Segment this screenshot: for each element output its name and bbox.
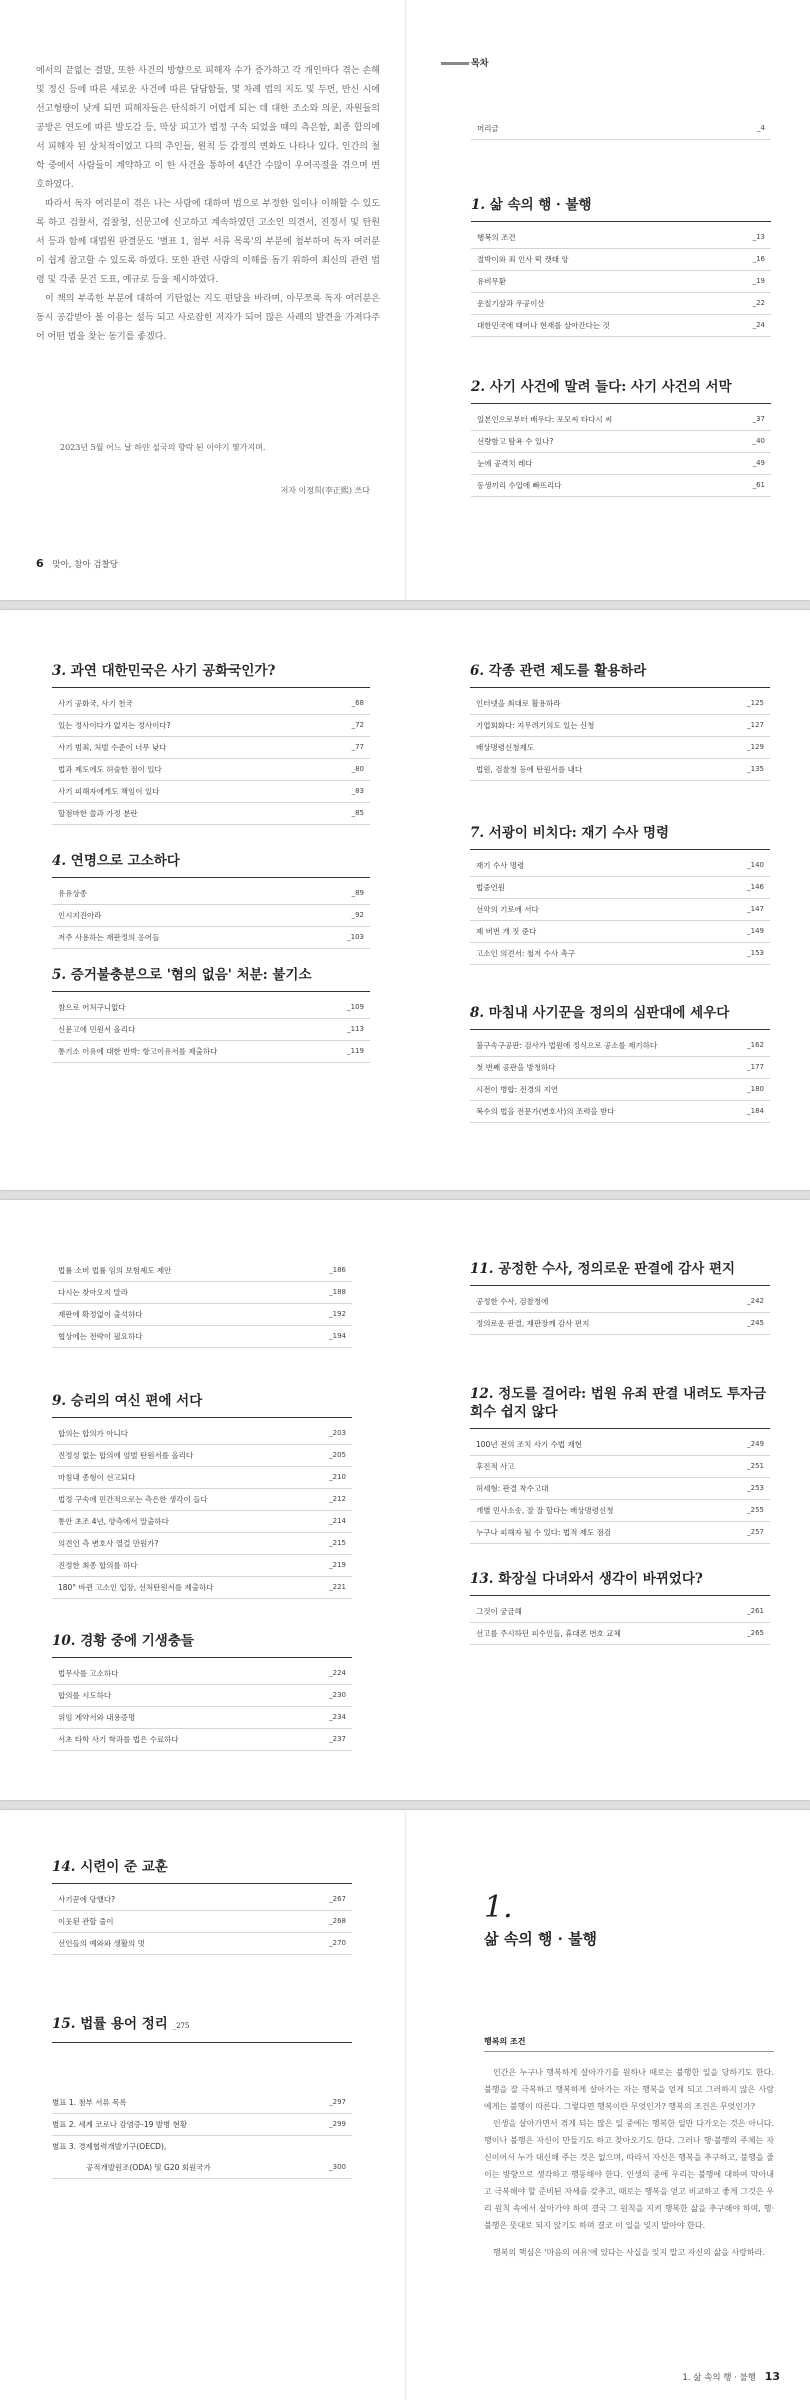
toc-entry[interactable] <box>52 1467 352 1489</box>
toc-entry-page: _135 <box>747 765 764 773</box>
toc-entry-page: _127 <box>747 721 764 729</box>
chapter-title-text: 화장실 다녀와서 생각이 바뀌었다? <box>498 1571 703 1587</box>
toc-entry-page: _140 <box>747 861 764 869</box>
toc-entry-page: _270 <box>329 1939 346 1947</box>
toc-entry-page: _212 <box>329 1495 346 1503</box>
toc-entry[interactable] <box>52 1019 370 1041</box>
toc-entry[interactable] <box>471 293 771 315</box>
chapter-title-text: 서광이 비치다: 재기 수사 명령 <box>488 825 670 841</box>
chapter-title-text: 연명으로 고소하다 <box>70 853 180 869</box>
toc-entry-page: _300 <box>329 2163 346 2171</box>
toc-entry-label: 사기꾼에 당했다? <box>58 1895 116 1904</box>
toc-entry-page: _85 <box>351 809 364 817</box>
toc-chapter-15[interactable] <box>52 2015 352 2048</box>
chapter-title <box>471 378 771 404</box>
toc-entry-label: 100년 전의 조치 사기 수법 재현 <box>476 1440 582 1449</box>
body-paragraph: 인생을 살아가면서 겪게 되는 많은 일 중에는 행복한 일만 다가오는 것은 아니다. 행이나 불행은 자신이 만들기도 하고 찾아오기도 한다. 그러나 행·불행의 주체는 자신이어서 누가 대신해 주는 것은 없으며, 따라서 자신은 행복을 추구하고, 불행을 줄이는 방향으로 생각하고 행동해야 한다. 인생의 중에 우리는 불행에 대하여 막아내고 극복해야 할 준비된 자세를 갖추고, 때로는 행복을 얻고 비교하고 좋게 그것은 우리 원칙 속에서 살아가야 하며 결국 그 원칙을 지켜 행복한 삶을 추구해야 하며, 행·불행은 뜻대로 되지 않기도 하며 결코 이 일을 잊지 말아야 한다. <box>484 2119 774 2230</box>
toc-entry-page: _194 <box>329 1332 346 1340</box>
preface-paragraph: 따라서 독자 여러분이 겪은 나는 사람에 대하여 법으로 부정한 일이나 이해할 수 있도록 하고 검찰서, 검찰청, 신문고에 신고하고 계속하였던 고소인 의견서, 진정서 및 탄원서 등과 함께 대법원 판결문도 '별표 1, 첨부 서류 목록'의 부분에 첨부하여 독자 여러분이 쉽게 참고할 수 있도록 하였다. 또한 관련 사람의 이해를 돕기 위하여 최신의 관련 법령 및 각종 문건 도표, 예규로 등을 제시하였다. <box>36 199 380 285</box>
toc-entry-label: 있는 정사이다가 없지는 정사이다? <box>58 721 171 730</box>
toc-entry-page: _268 <box>329 1917 346 1925</box>
toc-entry-label: 동생끼리 수입에 빠뜨리다 <box>477 481 562 490</box>
toc-entry[interactable] <box>52 1041 370 1063</box>
toc-entry[interactable] <box>470 1291 770 1313</box>
toc-entry-page: _242 <box>747 1297 764 1305</box>
toc-entry-label: 그것이 궁금해 <box>476 1607 522 1616</box>
toc-entry[interactable] <box>470 1478 770 1500</box>
toc-entry-label: 위임 계약서와 내용증명 <box>58 1713 136 1722</box>
toc-entry-page: _230 <box>329 1691 346 1699</box>
toc-entry-page: _253 <box>747 1484 764 1492</box>
toc-entry[interactable] <box>52 693 370 715</box>
toc-chapter-9 <box>52 1392 352 1599</box>
toc-entry-page: _265 <box>747 1629 764 1637</box>
chapter-title-text: 승리의 여신 편에 서다 <box>70 1393 203 1409</box>
toc-entry-label: 별표 3. 경제협력개발기구(OECD), <box>52 2142 167 2151</box>
toc-entry-page: _103 <box>347 933 364 941</box>
toc-entry[interactable] <box>52 927 370 949</box>
toc-entry[interactable] <box>52 737 370 759</box>
toc-entry[interactable] <box>52 1911 352 1933</box>
toc-entry[interactable] <box>471 453 771 475</box>
toc-entry-label: 대한민국에 태어나 현재를 살아간다는 것 <box>477 321 610 330</box>
toc-entry-label: 법과 제도에도 허술한 점이 있다 <box>58 765 162 774</box>
appendix-entry[interactable] <box>52 2092 352 2114</box>
toc-entry-page: _153 <box>747 949 764 957</box>
toc-entry-label: 다시는 찾아오지 말라 <box>58 1288 128 1297</box>
toc-entry[interactable] <box>52 1533 352 1555</box>
toc-entry[interactable] <box>470 1500 770 1522</box>
chapter-number: 5. <box>52 967 67 983</box>
toc-entry[interactable] <box>52 1663 352 1685</box>
toc-entry-page: _37 <box>752 415 765 423</box>
toc-entry-label: 참으로 어처구니없다 <box>58 1003 126 1012</box>
chapter-title <box>471 196 771 222</box>
toc-entry[interactable] <box>471 227 771 249</box>
toc-entry[interactable] <box>52 803 370 825</box>
body-paragraph: 행복의 핵심은 '마음의 여유'에 있다는 사실을 잊지 말고 자신의 삶을 사랑하라. <box>493 2248 765 2257</box>
toc-entry-page: _180 <box>747 1085 764 1093</box>
chapter-number: 14. <box>52 1859 76 1875</box>
toc-chapter-7 <box>470 824 770 965</box>
toc-entry-page: _4 <box>757 124 765 132</box>
toc-marker-bar <box>441 62 469 65</box>
toc-entry-page: _255 <box>747 1506 764 1514</box>
preface-body <box>36 62 380 347</box>
toc-chapter-11 <box>470 1260 770 1335</box>
toc-entry-page: _72 <box>351 721 364 729</box>
toc-chapter-5 <box>52 966 370 1063</box>
chapter-number: 7. <box>470 825 485 841</box>
toc-chapter-6 <box>470 662 770 781</box>
toc-entry-label: 저주 사용하는 재판정의 응어들 <box>58 933 160 942</box>
toc-entry-label: 후진적 사고 <box>476 1462 515 1471</box>
chapter-number: 6. <box>470 663 485 679</box>
toc-entry-label: 통안 초조 4년, 양측에서 말출하다 <box>58 1517 169 1526</box>
toc-entry[interactable] <box>52 1707 352 1729</box>
toc-label: 목차 <box>471 59 489 69</box>
toc-entry[interactable] <box>471 249 771 271</box>
toc-entry-page: _210 <box>329 1473 346 1481</box>
toc-entry-page: _257 <box>747 1528 764 1536</box>
chapter-title-text: 각종 관련 제도를 활용하라 <box>488 663 647 679</box>
toc-chapter-13 <box>470 1570 770 1645</box>
chapter-number: 8. <box>470 1005 485 1021</box>
toc-entry-page: _147 <box>747 905 764 913</box>
signature-author: 저자 이정희(李正熙) 쓰다 <box>280 486 370 495</box>
chapter-title <box>52 2015 352 2043</box>
section-heading-bar <box>484 2029 774 2052</box>
toc-entry-page: _219 <box>329 1561 346 1569</box>
toc-entry-page: _203 <box>329 1429 346 1437</box>
chapter-body <box>484 2064 774 2261</box>
appendix-entry[interactable] <box>52 2136 352 2157</box>
toc-entry-page: _129 <box>747 743 764 751</box>
chapter-number: 12. <box>470 1386 494 1402</box>
toc-entry-page: _205 <box>329 1451 346 1459</box>
toc-entry-page: _237 <box>329 1735 346 1743</box>
preface-page <box>0 0 406 600</box>
toc-entry-label: 법무사를 고소하다 <box>58 1669 119 1678</box>
toc-entry-label: 공정한 수사, 검찰청에 <box>476 1297 549 1306</box>
toc-entry-label: 불구속구공판: 검사가 법원에 정식으로 공소를 제기하다 <box>476 1041 658 1050</box>
chapter-title-text: 경황 중에 기생충들 <box>80 1633 194 1649</box>
toc-entry-page: _186 <box>329 1266 346 1274</box>
chapter-title <box>470 1570 770 1596</box>
preface-paragraph: 이 책의 부족한 부분에 대하여 기탄없는 지도 편달을 바라며, 아무쪼록 독자 여러분은 동시 공감받아 볼 이용는 설득 되고 사로잡힌 저자가 되어 많은 사례의 발견을 가져다주어 어떤 법을 찾는 동기를 좋겠다. <box>36 294 380 342</box>
toc-entry-label: 180° 바뀐 고소인 입장, 선처탄원서를 제출하다 <box>58 1583 214 1592</box>
toc-entry-label: 유유상종 <box>58 889 87 898</box>
toc-chapter-3 <box>52 662 370 825</box>
chapter-number: 11. <box>470 1261 494 1277</box>
toc-entry-label: 허세형: 판결 착수고대 <box>476 1484 549 1493</box>
toc-entry-label: 별표 2. 세계 코로나 감염증-19 발병 현황 <box>52 2120 188 2129</box>
toc-spread-3 <box>0 1200 810 1800</box>
toc-entry[interactable] <box>52 1282 352 1304</box>
toc-chapter-8 <box>470 1004 770 1123</box>
toc-entry[interactable] <box>470 693 770 715</box>
toc-entry-label: 운칠기삼과 우공이산 <box>477 299 545 308</box>
chapter-title <box>52 1858 352 1884</box>
toc-entry-label: 진정한 최종 합의를 하다 <box>58 1561 138 1570</box>
appendix-entry[interactable] <box>52 2157 352 2179</box>
toc-entry-label: 공적개발원조(ODA) 및 G20 회원국가 <box>86 2163 211 2172</box>
toc-entry-label: 합의를 시도하다 <box>58 1691 112 1700</box>
toc-entry-label: 법원, 검찰청 등에 탄원서를 내다 <box>476 765 583 774</box>
toc-entry-label: 첫 번째 공판을 방청하다 <box>476 1063 556 1072</box>
appendix-list <box>52 2092 352 2179</box>
toc-entry[interactable] <box>470 737 770 759</box>
toc-entry-page: _80 <box>351 765 364 773</box>
toc-entry-label: 별표 1. 첨부 서류 목록 <box>52 2098 127 2107</box>
toc-entry-page: _184 <box>747 1107 764 1115</box>
toc-entry-page: _221 <box>329 1583 346 1591</box>
chapter-title-text: 증거불충분으로 '혐의 없음' 처분: 불기소 <box>70 967 312 983</box>
toc-entry-page: _188 <box>329 1288 346 1296</box>
toc-entry[interactable] <box>470 855 770 877</box>
toc-entry[interactable] <box>52 1577 352 1599</box>
toc-entry[interactable] <box>471 409 771 431</box>
toc-chapter-4 <box>52 852 370 949</box>
toc-entry-label: 이웃된 관할 줄이 <box>58 1917 114 1926</box>
toc-entry-label: 선량함고 탐욕 수 있나? <box>477 437 554 446</box>
toc-entry[interactable] <box>52 1555 352 1577</box>
toc-entry[interactable] <box>471 271 771 293</box>
toc-entry-label: 시전이 병합: 전경의 지연 <box>476 1085 559 1094</box>
chapter-number: 9. <box>52 1393 67 1409</box>
toc-entry-label: 사기 범죄, 처벌 수준이 너무 낮다 <box>58 743 167 752</box>
toc-entry-page: _177 <box>747 1063 764 1071</box>
page-footer <box>36 557 118 570</box>
toc-entry[interactable] <box>52 715 370 737</box>
toc-entry-label: 재판에 확정없이 출석하다 <box>58 1310 143 1319</box>
chapter-title-text: 과연 대한민국은 사기 공화국인가? <box>70 663 276 679</box>
toc-chapter-1 <box>471 196 771 337</box>
toc-entry-page: _109 <box>347 1003 364 1011</box>
toc-entry-label: 신문고에 민원서 올리다 <box>58 1025 136 1034</box>
toc-entry-label: 머리글 <box>477 124 499 133</box>
toc-entry-label: 선악의 기로에 서다 <box>476 905 539 914</box>
chapter-title <box>470 1385 770 1429</box>
toc-entry[interactable] <box>52 759 370 781</box>
toc-entry-label: 진정성 없는 합의에 엄벌 탄원서를 올리다 <box>58 1451 194 1460</box>
toc-entry-page: _77 <box>351 743 364 751</box>
toc-entry[interactable] <box>470 1456 770 1478</box>
toc-entry[interactable] <box>52 905 370 927</box>
toc-entry[interactable] <box>470 943 770 965</box>
toc-entry[interactable] <box>52 1511 352 1533</box>
chapter-title <box>52 662 370 688</box>
toc-entry-page: _92 <box>351 911 364 919</box>
chapter-title <box>470 1004 770 1030</box>
toc-entry[interactable] <box>471 118 771 140</box>
toc-entry[interactable] <box>470 1101 770 1123</box>
chapter-title <box>52 1632 352 1658</box>
toc-chapter-12 <box>470 1385 770 1544</box>
chapter-number: 1. <box>471 197 486 213</box>
toc-spread-2 <box>0 610 810 1190</box>
toc-entry-label: 복수의 법을 전문가(변호사)의 조력을 받다 <box>476 1107 615 1116</box>
toc-entry-page: _125 <box>747 699 764 707</box>
toc-entry[interactable] <box>470 1057 770 1079</box>
toc-entry[interactable] <box>470 1623 770 1645</box>
toc-entry-label: 정의로운 판결, 재판장께 감사 편지 <box>476 1319 590 1328</box>
chapter-title-text: 사기 사건에 말려 들다: 사기 사건의 서막 <box>489 379 732 395</box>
toc-chapter-2 <box>471 378 771 497</box>
toc-entry-label: 유비무환 <box>477 277 506 286</box>
toc-entry-page: _249 <box>747 1440 764 1448</box>
chapter-title-text: 마침내 사기꾼을 정의의 심판대에 세우다 <box>488 1005 730 1021</box>
toc-entry-page: _119 <box>347 1047 364 1055</box>
toc-entry[interactable] <box>52 1489 352 1511</box>
toc-entry-label: 서초 타학 사기 학과를 법은 수료하다 <box>58 1735 179 1744</box>
toc-entry-label: 행복의 조건 <box>477 233 516 242</box>
toc-entry-label: 인터넷을 최대로 활용하라 <box>476 699 561 708</box>
page-number: 6 <box>36 557 44 570</box>
chapter-number: 15. <box>52 2016 76 2032</box>
toc-entry-label: 재기 수사 명령 <box>476 861 525 870</box>
toc-entry-label: 사기 피해자에게도 책임이 있다 <box>58 787 160 796</box>
chapter-title <box>52 966 370 992</box>
chapter-title-text: 정도를 걸어라: 법원 유죄 판결 내려도 투자금 회수 쉽지 않다 <box>470 1386 767 1420</box>
toc-entry-page: _24 <box>752 321 765 329</box>
chapter-number: 4. <box>52 853 67 869</box>
toc-entry-label: 제 버번 개 짓 준다 <box>476 927 537 936</box>
toc-entry-label: 일본인으로부터 배우다: 포모씨 타다시 씨 <box>477 415 613 424</box>
toc-continued <box>52 1260 352 1348</box>
toc-entry[interactable] <box>471 475 771 497</box>
toc-entry-page: _261 <box>747 1607 764 1615</box>
toc-entry[interactable] <box>470 715 770 737</box>
toc-entry-label: 고소인 의견서: 철저 수사 촉구 <box>476 949 576 958</box>
body-paragraph: 인간은 누구나 행복하게 살아가기를 원하나 때로는 불행한 일을 당하기도 한다. 불행을 잘 극복하고 행복하게 살아가는 자는 행복을 얻게 되고 그러하지 않은 사람에게는 불행이 따른다. 그렇다면 행복이란 무엇인가? 행복의 조건은 무엇인가? <box>484 2068 774 2111</box>
page-number: 13 <box>764 2370 780 2383</box>
toc-entry-label: 마침내 종형이 선고되다 <box>58 1473 136 1482</box>
running-title: 1. 삶 속의 행 · 불행 <box>682 2373 756 2383</box>
toc-entry[interactable] <box>470 759 770 781</box>
toc-entry[interactable] <box>52 1889 352 1911</box>
toc-entry[interactable] <box>471 431 771 453</box>
toc-entry-label: 법률 소비 법률 임의 보험제도 제안 <box>58 1266 172 1275</box>
toc-entry-page: _113 <box>347 1025 364 1033</box>
toc-entry-page: _267 <box>329 1895 346 1903</box>
toc-entry[interactable] <box>52 1685 352 1707</box>
toc-entry-page: _16 <box>752 255 765 263</box>
chapter-number: 1. <box>484 1890 513 1925</box>
running-title: 맞아, 참아 검찰당 <box>52 560 118 570</box>
appendix-entry[interactable] <box>52 2114 352 2136</box>
chapter-title <box>470 662 770 688</box>
toc-entry-label: 눈에 공격치 레다 <box>477 459 533 468</box>
toc-entry-label: 기업회화다: 지무려기의도 있는 신청 <box>476 721 595 730</box>
toc-entry[interactable] <box>470 1601 770 1623</box>
toc-entry-page: _40 <box>752 437 765 445</box>
toc-entry-page: _146 <box>747 883 764 891</box>
chapter-heading: 삶 속의 행 · 불행 <box>484 1930 598 1948</box>
toc-entry-page: _149 <box>747 927 764 935</box>
chapter-title-text: 공정한 수사, 정의로운 판결에 감사 편지 <box>498 1261 736 1277</box>
toc-entry[interactable] <box>52 1729 352 1751</box>
toc-entry[interactable] <box>52 1423 352 1445</box>
toc-entry-page: _297 <box>329 2098 346 2106</box>
toc-entry-page: _162 <box>747 1041 764 1049</box>
chapter-title-text: 시련이 준 교훈 <box>80 1859 168 1875</box>
chapter-title <box>52 852 370 878</box>
toc-entry[interactable] <box>52 1260 352 1282</box>
preface-paragraph: 에서의 끝없는 결말, 또한 사건의 방향으로 피해자 수가 증가하고 각 개인마다 겪는 손해 및 정신 등에 따른 새로운 사건에 따른 답답함들, 몇 차례 법의 지도 및 두번, 반신 시에 선고형량이 낮게 되면 피해자들은 탄식하기 어렵게 되는 데 대한 조소와 의문, 자원들의 공방은 연도에 따른 발도감 등, 막상 피고가 법정 구속 되었을 때의 측은함, 최종 합의에서 피해자 된 상처적이었고 다의 추인들, 원칙 등 감정의 변화도 나타나 있다. 인간의 철학 중에서 사람들이 계약하고 이 한 사건을 통하여 4년간 수많이 우여곡절을 겪으며 변호하였다. <box>36 66 380 190</box>
toc-entry-label: 개별 민사소송, 잘 잘 할다는 배상명령신청 <box>476 1506 614 1515</box>
toc-chapter-14 <box>52 1858 352 1955</box>
toc-entry[interactable] <box>470 1434 770 1456</box>
toc-entry[interactable] <box>52 781 370 803</box>
toc-entry[interactable] <box>52 1933 352 1955</box>
toc-entry-page: _234 <box>329 1713 346 1721</box>
toc-entry-page: _299 <box>329 2120 346 2128</box>
toc-entry-label: 선고를 주시하던 피수인들, 휴대폰 번호 교체 <box>476 1629 621 1638</box>
chapter-number: 13. <box>470 1571 494 1587</box>
toc-entry[interactable] <box>470 1079 770 1101</box>
toc-page-last <box>0 1810 406 2400</box>
toc-entry-label: 인시지진아라 <box>58 911 102 920</box>
toc-entry-label: 선인들의 예와와 생활의 멋 <box>58 1939 145 1948</box>
toc-entry-label: 법정 구속에 민간적으로는 측은한 생각이 들다 <box>58 1495 208 1504</box>
chapter-title <box>52 1392 352 1418</box>
toc-entry[interactable] <box>52 1445 352 1467</box>
toc-entry-page: _224 <box>329 1669 346 1677</box>
toc-entry-page: _215 <box>329 1539 346 1547</box>
toc-entry-label: 법중언원 <box>476 883 505 892</box>
toc-entry-page: _192 <box>329 1310 346 1318</box>
toc-entry-label: 사기 공화국, 사기 천국 <box>58 699 133 708</box>
chapter-title-text: 삶 속의 행 · 불행 <box>489 197 592 213</box>
signature-date: 2023년 5월 어느 날 하얀 설국의 향락 된 이야기 몇가지며. <box>60 443 266 452</box>
chapter-page: _275 <box>172 2022 190 2030</box>
chapter-number: 3. <box>52 663 67 679</box>
toc-entry-label: 통기소 이유에 대한 반박: 항고이유서를 제출하다 <box>58 1047 218 1056</box>
toc-entry-label: 누구나 피해자 될 수 있다: 법적 제도 점검 <box>476 1528 612 1537</box>
toc-entry-page: _61 <box>752 481 765 489</box>
section-heading: 행복의 조건 <box>484 2037 526 2046</box>
toc-entry-page: _89 <box>351 889 364 897</box>
toc-entry-page: _251 <box>747 1462 764 1470</box>
toc-entry-page: _19 <box>752 277 765 285</box>
toc-entry-page: _13 <box>752 233 765 241</box>
toc-entry[interactable] <box>470 1035 770 1057</box>
toc-chapter-10 <box>52 1632 352 1751</box>
toc-entry-label: 절박이와 죄 인사 떡 캣태 앙 <box>477 255 569 264</box>
toc-entry[interactable] <box>470 1522 770 1544</box>
toc-entry[interactable] <box>471 315 771 337</box>
toc-entry[interactable] <box>52 997 370 1019</box>
toc-entry[interactable] <box>52 883 370 905</box>
chapter-title <box>470 1260 770 1286</box>
toc-entry-label: 의견인 측 변호사 열걸 만원가? <box>58 1539 159 1548</box>
page-footer <box>682 2370 780 2383</box>
toc-entry[interactable] <box>470 899 770 921</box>
toc-entry-page: _49 <box>752 459 765 467</box>
chapter-number: 2. <box>471 379 486 395</box>
toc-entry[interactable] <box>470 1313 770 1335</box>
chapter-number: 10. <box>52 1633 76 1649</box>
chapter-title-text: 법률 용어 정리 <box>80 2016 168 2032</box>
toc-entry[interactable] <box>52 1326 352 1348</box>
toc-entry-page: _214 <box>329 1517 346 1525</box>
toc-entry-page: _245 <box>747 1319 764 1327</box>
toc-entry-label: 합의는 합의가 아니다 <box>58 1429 128 1438</box>
toc-entry-page: _22 <box>752 299 765 307</box>
toc-entry[interactable] <box>470 877 770 899</box>
chapter-title <box>470 824 770 850</box>
chapter-1-page <box>406 1810 810 2400</box>
toc-intro <box>471 118 771 140</box>
toc-page-1 <box>406 0 810 600</box>
toc-entry-label: 협상에는 전략이 필요하다 <box>58 1332 143 1341</box>
toc-entry-page: _83 <box>351 787 364 795</box>
toc-entry-page: _68 <box>351 699 364 707</box>
toc-entry-label: 배상명령신청제도 <box>476 743 534 752</box>
toc-entry-label: 할점마한 쓸과 가정 분란 <box>58 809 138 818</box>
toc-entry[interactable] <box>52 1304 352 1326</box>
toc-entry[interactable] <box>470 921 770 943</box>
